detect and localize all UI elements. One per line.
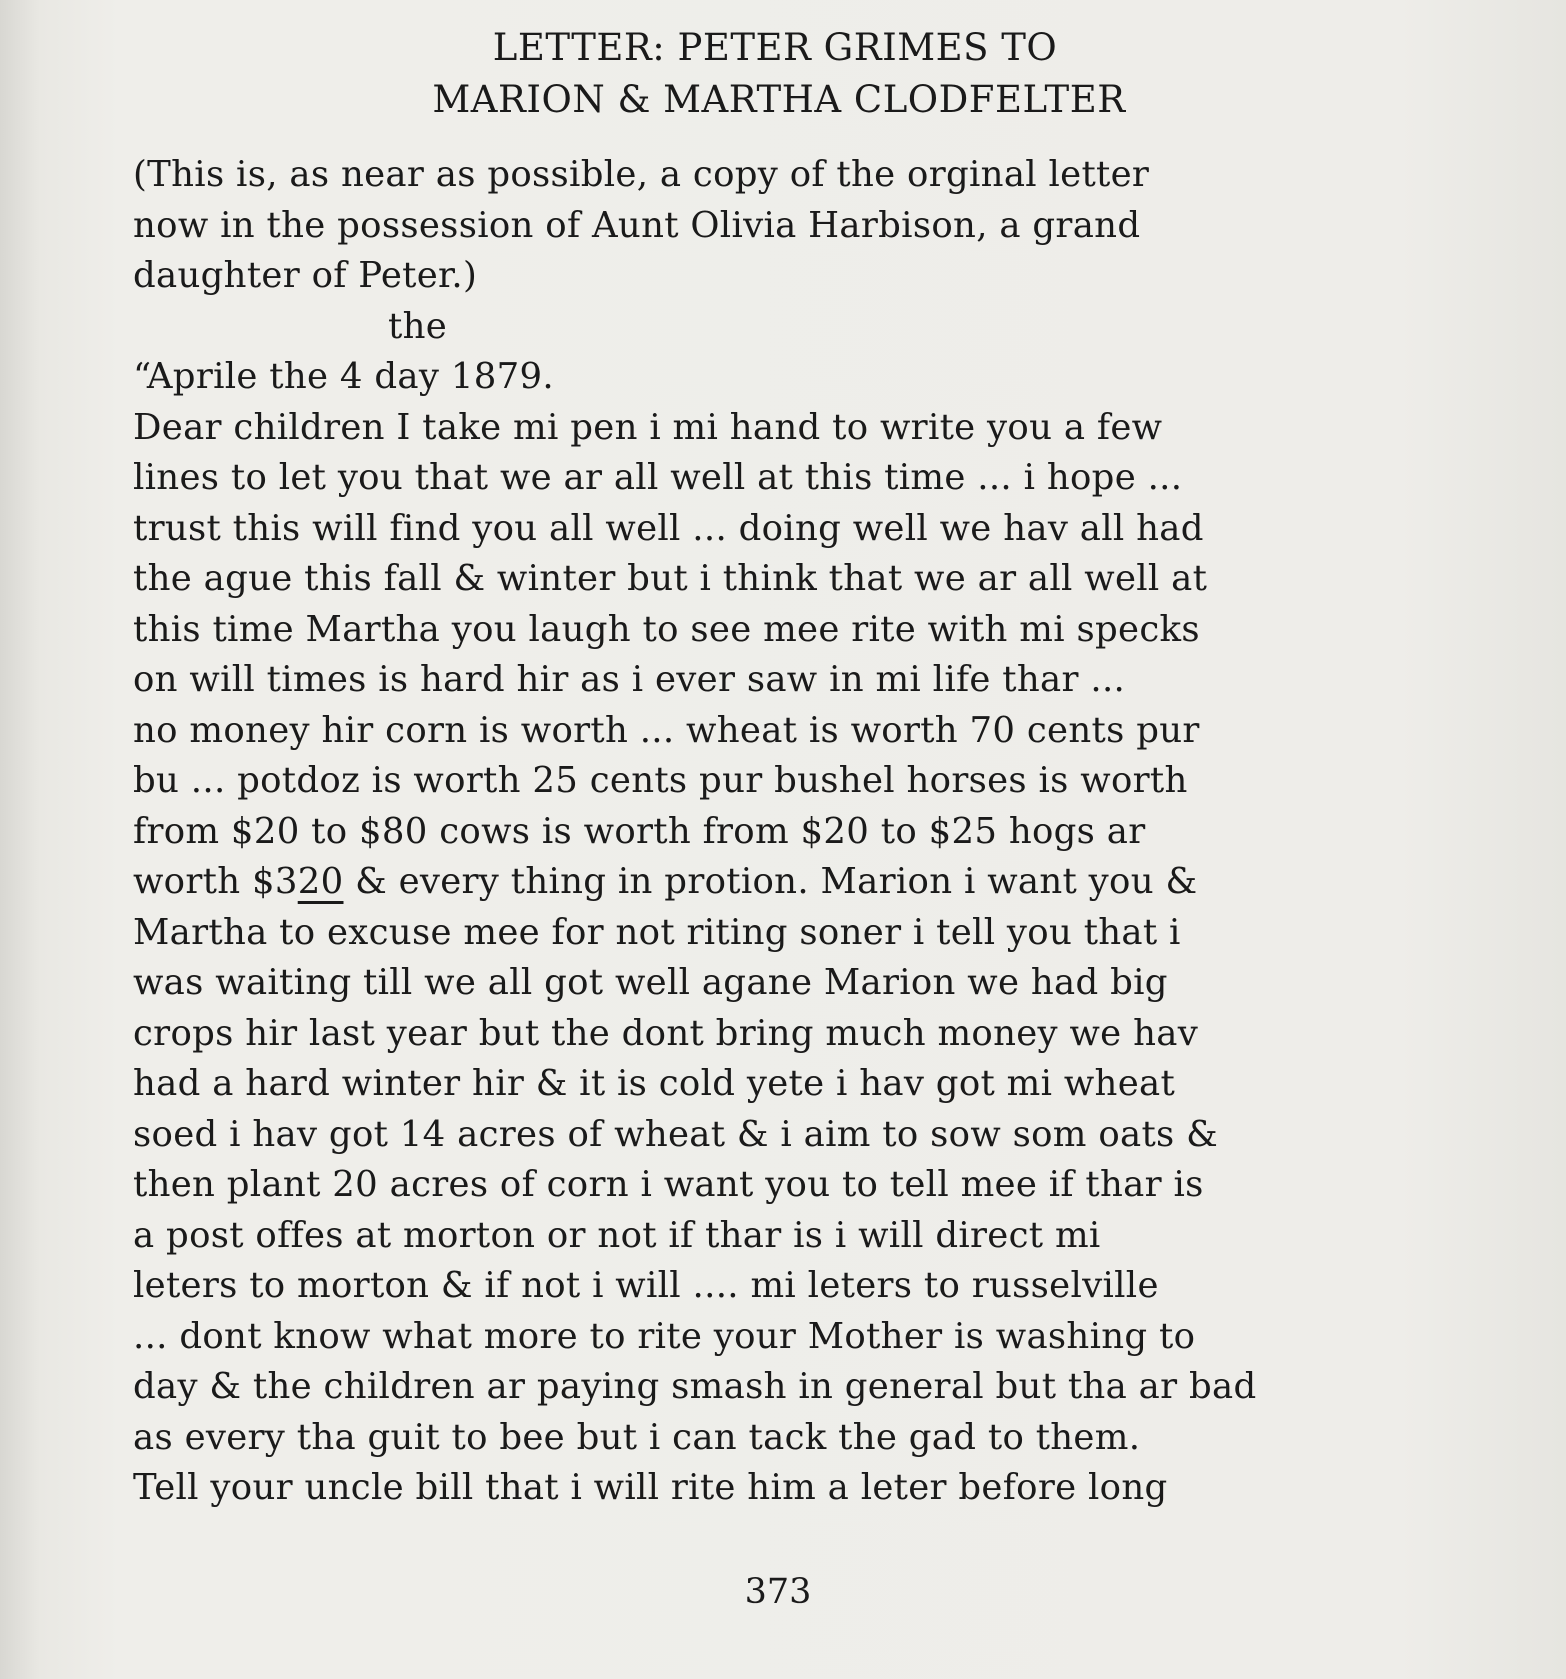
letter-body	[133, 150, 1463, 1514]
intro-line: (This is, as near as possible, a copy of the orginal letter	[133, 154, 1150, 195]
date-superscript: the	[388, 305, 448, 347]
letter-line: trust this will find you all well ... doing well we hav all had	[133, 507, 1204, 549]
letter-line: the ague this fall & winter but i think that we ar all well at	[133, 558, 1208, 599]
letter-line: Tell your uncle bill that i will rite him a leter before long	[133, 1467, 1168, 1508]
letter-line: a post offes at morton or not if thar is i will direct mi	[133, 1214, 1101, 1256]
intro-line: daughter of Peter.)	[133, 255, 478, 296]
letter-line: no money hir corn is worth ... wheat is worth 70 cents pur	[133, 709, 1200, 751]
letter-line: was waiting till we all got well agane Marion we had big	[133, 962, 1168, 1003]
heading-line-2: MARION & MARTHA CLODFELTER	[432, 78, 1126, 121]
letter-line: bu ... potdoz is worth 25 cents pur bushel horses is worth	[133, 760, 1188, 801]
letter-line: soed i hav got 14 acres of wheat & i aim to sow som oats &	[133, 1113, 1219, 1155]
letter-line: from $20 to $80 cows is worth from $20 to $25 hogs ar	[133, 810, 1146, 852]
letter-line: had a hard winter hir & it is cold yete i hav got mi wheat	[133, 1063, 1176, 1104]
letter-line: Martha to excuse mee for not riting soner i tell you that i	[133, 911, 1181, 953]
letter-line: day & the children ar paying smash in general but tha ar bad	[133, 1366, 1257, 1407]
page-number: 373	[744, 1572, 812, 1612]
underline-line-before: worth $3	[133, 861, 298, 902]
letter-line: this time Martha you laugh to see mee rite with mi specks	[133, 608, 1200, 650]
letter-line: as every tha guit to bee but i can tack the gad to them.	[133, 1416, 1141, 1458]
letter-line: on will times is hard hir as i ever saw in mi life thar ...	[133, 659, 1126, 700]
letter-line: leters to morton & if not i will .... mi leters to russelville	[133, 1265, 1159, 1306]
intro-line: now in the possession of Aunt Olivia Harbison, a grand	[133, 204, 1141, 246]
letter-line: then plant 20 acres of corn i want you to tell mee if thar is	[133, 1164, 1204, 1205]
letter-line: Dear children I take mi pen i mi hand to write you a few	[133, 406, 1163, 448]
date-line: “Aprile the 4 day 1879.	[133, 356, 554, 397]
heading-line-1: LETTER: PETER GRIMES TO	[492, 26, 1058, 69]
letter-line: crops hir last year but the dont bring much money we hav	[133, 1012, 1199, 1054]
letter-line: ... dont know what more to rite your Mother is washing to	[133, 1315, 1196, 1357]
letter-line: lines to let you that we ar all well at this time ... i hope ...	[133, 457, 1183, 498]
letter-line-with-underline	[133, 857, 1463, 908]
underline-line-after: & every thing in protion. Marion i want you &	[343, 861, 1198, 902]
underlined-figure: 20	[297, 861, 344, 902]
